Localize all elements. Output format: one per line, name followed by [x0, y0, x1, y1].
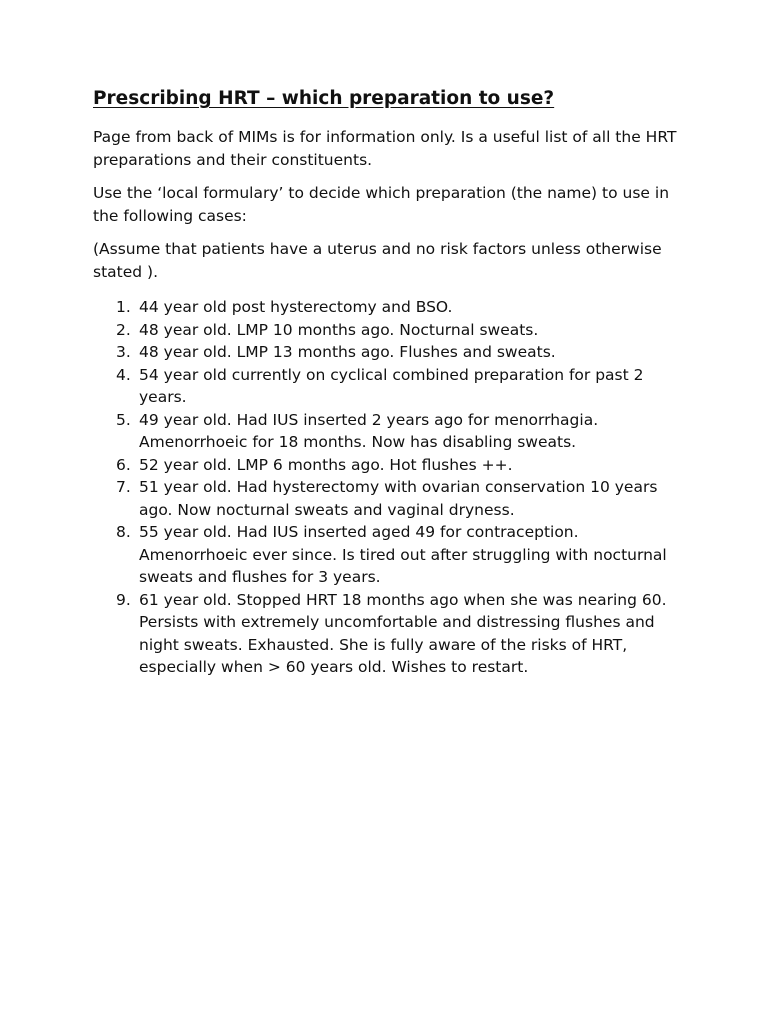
list-item: [93, 589, 683, 679]
list-item: [93, 296, 683, 319]
list-item-text: 55 year old. Had IUS inserted aged 49 for contraception. Amenorrhoeic ever since. Is tired out after struggling with nocturnal sweats and flushes for 3 years.: [139, 523, 667, 586]
list-item-number: 3.: [116, 343, 131, 361]
document-page: [93, 86, 683, 679]
list-item: [93, 319, 683, 342]
list-item-number: 6.: [116, 455, 131, 474]
case-list: [93, 296, 683, 679]
list-item-text: 48 year old. LMP 13 months ago. Flushes and sweats.: [139, 343, 556, 361]
list-item-text: 51 year old. Had hysterectomy with ovarian conservation 10 years ago. Now nocturnal sweats and vaginal dryness.: [139, 478, 658, 519]
list-item-text: 49 year old. Had IUS inserted 2 years ago for menorrhagia. Amenorrhoeic for 18 months. Now has disabling sweats.: [139, 410, 599, 451]
list-item: [93, 409, 683, 454]
list-item-number: 1.: [116, 298, 131, 316]
list-item-number: 5.: [116, 410, 131, 429]
list-item-text: 61 year old. Stopped HRT 18 months ago when she was nearing 60. Persists with extremely uncomfortable and distressing flushes and night sweats. Exhausted. She is fully aware of the risks of HRT, especially when > 60 years old. Wishes to restart.: [139, 590, 667, 676]
list-item-number: 7.: [116, 478, 131, 496]
list-item-text: 52 year old. LMP 6 months ago. Hot flushes ++.: [139, 455, 513, 474]
assumption-paragraph: (Assume that patients have a uterus and no risk factors unless otherwise stated ).: [93, 240, 662, 281]
list-item-number: 4.: [116, 365, 131, 384]
list-item-number: 9.: [116, 590, 131, 609]
list-item-text: 54 year old currently on cyclical combined preparation for past 2 years.: [139, 365, 644, 406]
list-item: [93, 341, 683, 364]
list-item-text: 48 year old. LMP 10 months ago. Nocturnal sweats.: [139, 320, 539, 339]
intro-paragraph: Page from back of MIMs is for information only. Is a useful list of all the HRT preparations and their constituents.: [93, 128, 677, 169]
instruction-paragraph: Use the ‘local formulary’ to decide which preparation (the name) to use in the following cases:: [93, 184, 670, 225]
list-item-text: 44 year old post hysterectomy and BSO.: [139, 298, 453, 316]
list-item: [93, 364, 683, 409]
list-item-number: 8.: [116, 523, 131, 541]
document-title: Prescribing HRT – which preparation to use?: [93, 88, 555, 109]
list-item: [93, 454, 683, 477]
list-item-number: 2.: [116, 320, 131, 339]
list-item: [93, 476, 683, 521]
list-item: [93, 521, 683, 589]
